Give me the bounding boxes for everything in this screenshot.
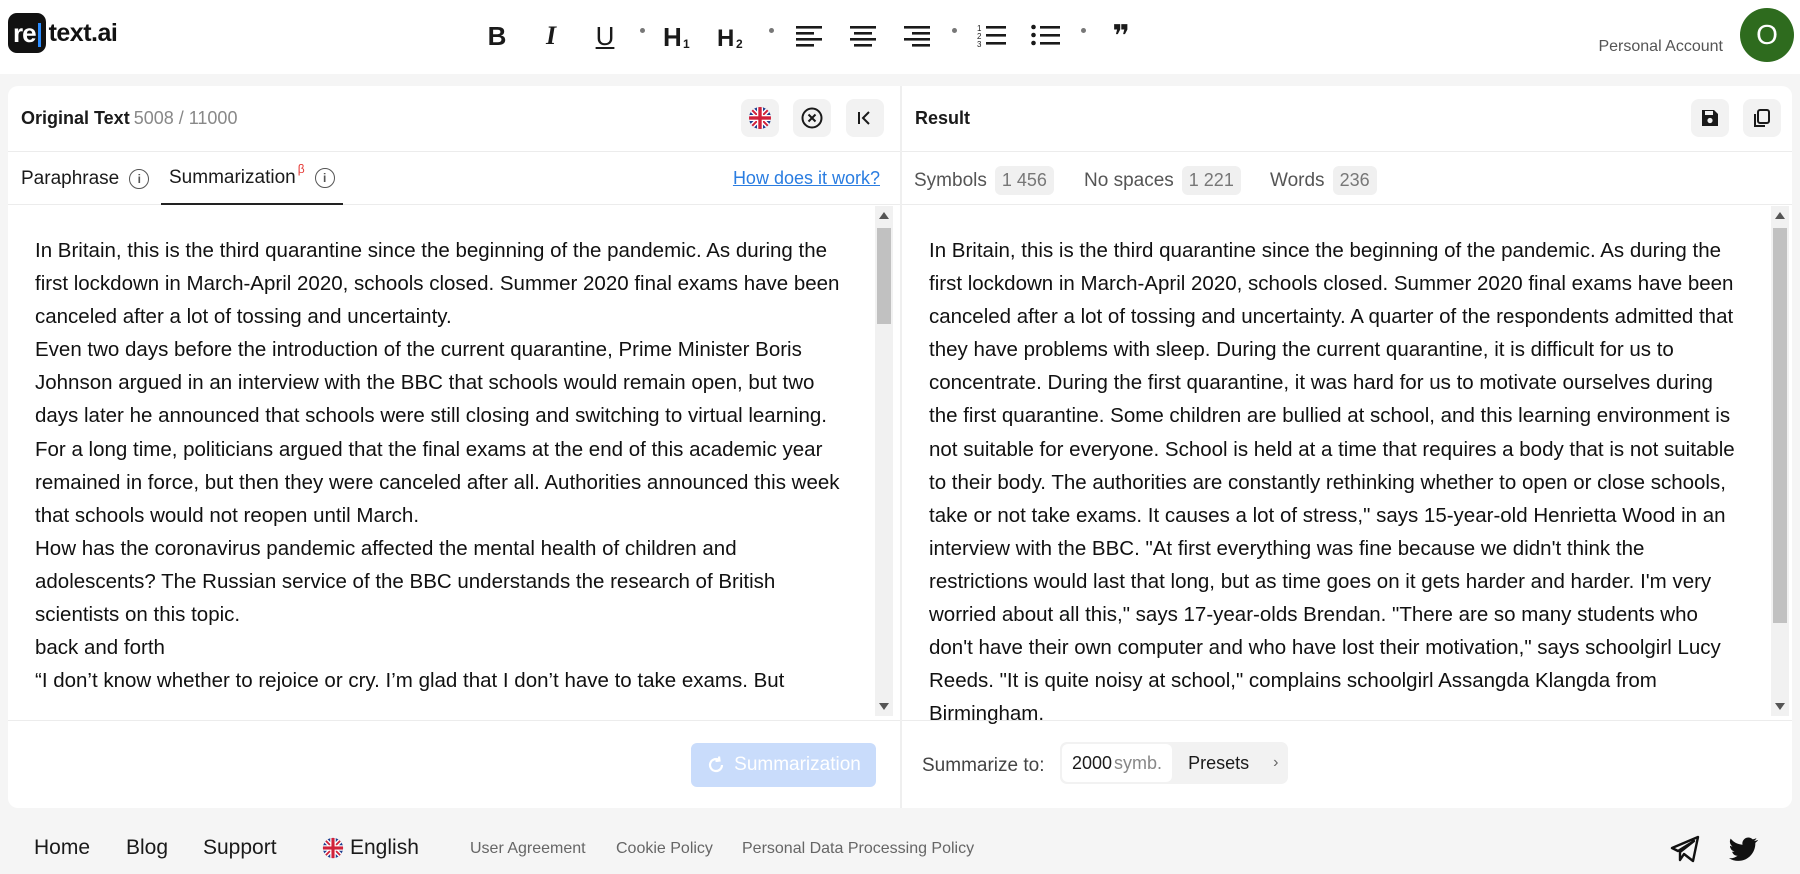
info-icon[interactable]: i [315, 168, 335, 188]
summarize-value: 2000 [1072, 752, 1113, 773]
original-text-editor[interactable] [35, 234, 855, 744]
align-right-button[interactable] [896, 16, 938, 56]
toolbar-separator [952, 28, 957, 33]
avatar[interactable]: O [1740, 8, 1794, 62]
collapse-button[interactable] [846, 99, 884, 137]
top-header [0, 0, 1800, 74]
paragraph: How has the coronavirus pandemic affected the mental health of children and adolescents? The Russian service of the BBC understands the research of British scientists on this topic. [35, 536, 776, 627]
paragraph: back and forth [35, 636, 165, 660]
language-button[interactable] [741, 99, 779, 137]
summarize-length-input[interactable] [1062, 744, 1172, 782]
footer-blog-link[interactable]: Blog [126, 836, 169, 859]
language-selector[interactable] [322, 836, 419, 860]
result-panel-footer [902, 720, 1792, 808]
bullet-list-icon [1031, 23, 1061, 49]
result-title: Result [915, 108, 971, 128]
summarize-unit: symb. [1114, 752, 1163, 773]
mode-tabs [8, 152, 900, 205]
toolbar-separator [640, 28, 645, 33]
how-does-it-work-link[interactable]: How does it work? [732, 168, 880, 188]
scroll-up-arrow[interactable] [1775, 212, 1785, 219]
twitter-icon[interactable] [1726, 832, 1760, 866]
scroll-up-arrow[interactable] [879, 212, 889, 219]
scroll-thumb[interactable] [1773, 228, 1787, 623]
presets-label: Presets [1188, 752, 1250, 773]
paragraph: Even two days before the introduction of the current quarantine, Prime Minister Boris Johnson argued in an interview with the BBC that schools would remain open, but two days later he announced that schools were still closing and switching to virtual learning. [35, 338, 827, 428]
heading1-icon [663, 22, 697, 50]
svg-text:1: 1 [977, 24, 982, 33]
logo-mark [8, 13, 46, 53]
summarization-button[interactable] [691, 743, 876, 787]
copy-button[interactable] [1743, 99, 1781, 137]
paragraph: In Britain, this is the third quarantine since the beginning of the pandemic. As during the first lockdown in March-April 2020, schools closed. Summer 2020 final exams have been canceled after a lot of tossing and uncertainty. [35, 239, 840, 329]
presets-button[interactable] [1174, 753, 1288, 774]
align-center-icon [849, 24, 877, 48]
bold-button[interactable]: B [487, 20, 507, 51]
logo-mark-text: re [13, 18, 36, 48]
language-label: English [350, 836, 419, 859]
result-stats-row [902, 152, 1792, 205]
original-panel-footer [8, 720, 900, 808]
italic-button[interactable]: I [545, 21, 557, 50]
stat-label: Symbols [914, 169, 987, 191]
result-panel-header [902, 86, 1792, 152]
quote-button[interactable]: ❞ [1112, 19, 1130, 53]
account-area[interactable] [1540, 0, 1800, 74]
stat-value: 236 [1333, 166, 1377, 195]
stat-label: No spaces [1084, 169, 1174, 191]
tab-summarization[interactable] [161, 152, 343, 205]
align-left-button[interactable] [788, 16, 830, 56]
telegram-icon[interactable] [1668, 832, 1702, 866]
tab-summarization-label: Summarization [169, 166, 296, 188]
personal-account-link[interactable]: Personal Account [1598, 38, 1723, 55]
personal-data-policy-link[interactable]: Personal Data Processing Policy [742, 840, 975, 857]
format-toolbar [470, 16, 1148, 56]
stat-no-spaces [1084, 166, 1241, 195]
beta-badge: β [297, 161, 305, 176]
tab-paraphrase[interactable] [21, 152, 149, 205]
page-footer [0, 808, 1800, 874]
result-text[interactable]: In Britain, this is the third quarantine since the beginning of the pandemic. As during the first lockdown in March-April 2020, schools closed. Summer 2020 final exams have been canceled after a lot of tossing and uncertainty. A quarter of the respondents admitted that they have problems with sleep. During the current quarantine, it is difficult for us to concentrate. During the first quarantine, it was hard for us to motivate ourselves during the first quarantine. Some children are bullied at school, and this learning environment is not suitable for everyone. School is held at a time that requires a body that is not suitable to their body. The authorities are constantly rethinking whether to open or close schools, take or not take exams. It causes a lot of stress," says 15-year-old Henrietta Wood in an interview with the BBC. "At first everything was fine because we didn't think the restrictions would last that long, but as time goes on it gets harder and harder. I'm very worried about all this," says 17-year-olds Brendan. "There are so many students who don't have their own computer and who have lost their motivation," says schoolgirl Lucy Reeds. "It is quite noisy at school," complains schoolgirl Assangda Klangda from Birmingham. [929, 239, 1735, 726]
stat-symbols [914, 166, 1054, 195]
summarize-to-label: Summarize to: [922, 755, 1045, 776]
stat-words [1270, 166, 1377, 195]
underline-button[interactable]: U [595, 20, 615, 51]
logo-text: text.ai [48, 18, 118, 47]
clear-button[interactable] [793, 99, 831, 137]
footer-support-link[interactable]: Support [203, 836, 277, 859]
summarize-length-control [1060, 742, 1288, 784]
scroll-down-arrow[interactable] [1775, 703, 1785, 710]
tab-paraphrase-label: Paraphrase [21, 167, 120, 189]
ordered-list-button[interactable] [971, 16, 1013, 56]
paragraph: For a long time, politicians argued that the final exams at the end of this academic year remained in force, but then they were canceled after all. Authorities announced this week that schools would not reopen until March. [35, 437, 840, 527]
collapse-left-icon [854, 107, 876, 129]
info-icon[interactable]: i [129, 169, 149, 189]
svg-text:2: 2 [736, 37, 743, 50]
telegram-icon-svg [1668, 832, 1702, 866]
align-left-icon [795, 24, 823, 48]
user-agreement-link[interactable]: User Agreement [470, 840, 586, 857]
char-count: 5008 / 11000 [133, 108, 238, 128]
footer-home-link[interactable]: Home [34, 836, 91, 859]
heading2-icon [717, 22, 751, 50]
heading1-button[interactable] [659, 16, 701, 56]
svg-text:3: 3 [977, 40, 982, 49]
chevron-right-icon: › [1273, 754, 1279, 771]
ordered-list-icon [977, 23, 1007, 49]
stat-label: Words [1270, 169, 1325, 191]
heading2-button[interactable] [713, 16, 755, 56]
original-text-title [21, 108, 237, 129]
original-title-label: Original Text [21, 108, 130, 128]
toolbar-separator [1081, 28, 1086, 33]
refresh-icon [706, 755, 726, 775]
result-scrollbar[interactable] [1771, 206, 1789, 716]
original-text-panel [8, 86, 900, 808]
cookie-policy-link[interactable]: Cookie Policy [616, 840, 713, 857]
svg-text:1: 1 [683, 37, 690, 50]
clear-icon [800, 106, 824, 130]
logo[interactable] [8, 12, 117, 54]
svg-text:H: H [717, 25, 735, 50]
scroll-down-arrow[interactable] [879, 703, 889, 710]
stat-value: 1 456 [995, 166, 1054, 195]
save-button[interactable] [1691, 99, 1729, 137]
original-panel-header [8, 86, 900, 152]
bullet-list-button[interactable] [1025, 16, 1067, 56]
result-panel [902, 86, 1792, 808]
copy-icon [1751, 107, 1773, 129]
align-center-button[interactable] [842, 16, 884, 56]
svg-text:2: 2 [977, 32, 982, 41]
original-scrollbar[interactable] [875, 206, 893, 716]
uk-flag-icon [748, 106, 772, 130]
save-icon [1699, 107, 1721, 129]
svg-text:H: H [663, 22, 682, 50]
paragraph: “I don’t know whether to rejoice or cry. I’m glad that I don’t have to take exams. But [35, 669, 785, 693]
scroll-thumb[interactable] [877, 228, 891, 324]
uk-flag-icon [322, 837, 344, 859]
stat-value: 1 221 [1182, 166, 1241, 195]
twitter-icon-svg [1726, 832, 1760, 866]
summarization-button-label: Summarization [734, 754, 861, 775]
toolbar-separator [769, 28, 774, 33]
align-right-icon [903, 24, 931, 48]
